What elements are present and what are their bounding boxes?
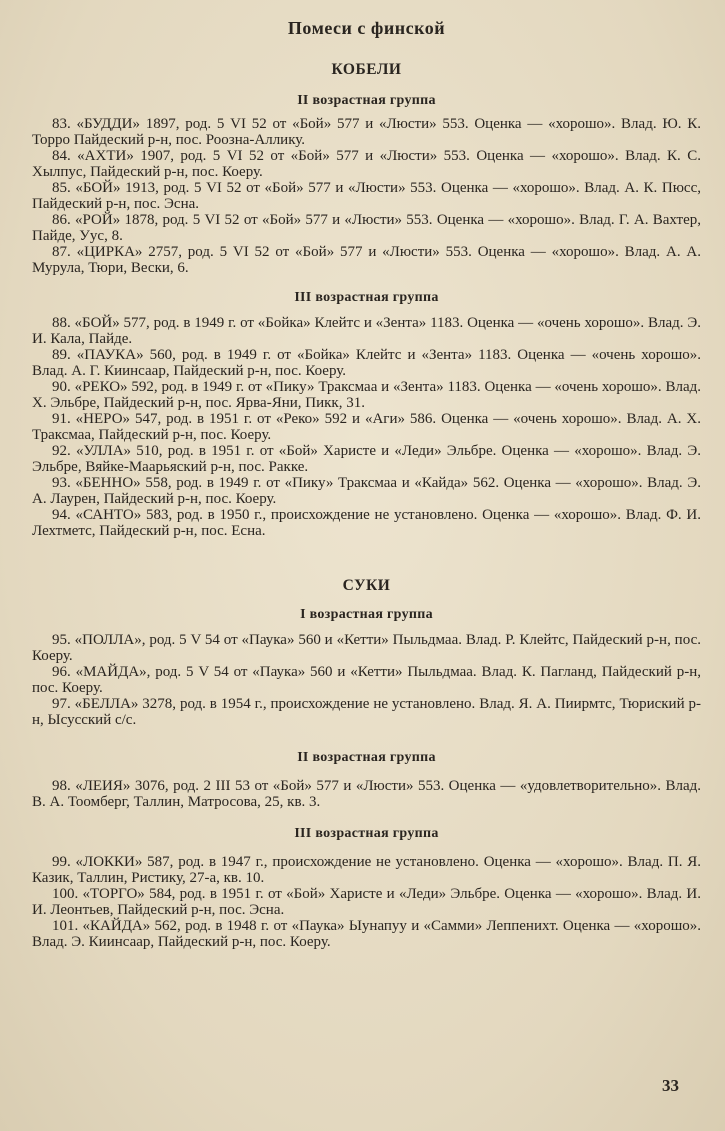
- group-heading-males-iii: III возрастная группа: [294, 290, 439, 305]
- list-item: 97. «БЕЛЛА» 3278, род. в 1954 г., происхождение не установлено. Влад. Я. А. Пиирмтс, Тюриский р-н, Ысусский с/с.: [32, 696, 701, 728]
- list-item: 87. «ЦИРКА» 2757, род. 5 VI 52 от «Бой» 577 и «Люсти» 553. Оценка — «хорошо». Влад. А. А. Мурула, Тюри, Вески, 6.: [32, 244, 701, 276]
- entries-females-ii: [32, 778, 701, 810]
- list-item: 83. «БУДДИ» 1897, род. 5 VI 52 от «Бой» 577 и «Люсти» 553. Оценка — «хорошо». Влад. Ю. К. Торро Пайдеский р-н, пос. Роозна-Аллику.: [32, 116, 701, 148]
- list-item: 92. «УЛЛА» 510, род. в 1951 г. от «Бой» Харисте и «Леди» Эльбре. Оценка — «хорошо». Влад. Э. Эльбре, Вяйке-Маарьяский р-н, пос. Ракке.: [32, 443, 701, 475]
- page-title: Помеси с финской: [287, 18, 446, 38]
- list-item: 94. «САНТО» 583, род. в 1950 г., происхождение не установлено. Оценка — «хорошо». Влад. Ф. И. Лехтметс, Пайдеский р-н, пос. Есна.: [32, 507, 701, 539]
- list-item: 101. «КАЙДА» 562, род. в 1948 г. от «Паука» Ыунапуу и «Самми» Леппениxт. Оценка — «хорошо». Влад. Э. Киинсаар, Пайдеский р-н, пос. Коеру.: [32, 918, 701, 950]
- list-item: 95. «ПОЛЛА», род. 5 V 54 от «Паука» 560 и «Кетти» Пыльдмаа. Влад. Р. Клейтс, Пайдеский р-н, пос. Коеру.: [32, 632, 701, 664]
- group-heading-males-ii: II возрастная группа: [297, 93, 436, 108]
- group-heading-females-i: I возрастная группа: [300, 607, 433, 622]
- list-item: 85. «БОЙ» 1913, род. 5 VI 52 от «Бой» 577 и «Люсти» 553. Оценка — «хорошо». Влад. А. К. Пюсс, Пайдеский р-н, пос. Эсна.: [32, 180, 701, 212]
- list-item: 89. «ПАУКА» 560, род. в 1949 г. от «Бойка» Клейтс и «Зента» 1183. Оценка — «очень хорошо». Влад. А. Г. Киинсаар, Пайдеский р-н, пос. Коеру.: [32, 347, 701, 379]
- group-heading-females-iii: III возрастная группа: [294, 826, 439, 841]
- entries-females-i: [32, 632, 701, 728]
- list-item: 88. «БОЙ» 577, род. в 1949 г. от «Бойка» Клейтс и «Зента» 1183. Оценка — «очень хорошо». Влад. Э. И. Кала, Пайде.: [32, 315, 701, 347]
- section-heading-females: СУКИ: [342, 577, 391, 594]
- page-number: 33: [662, 1076, 679, 1095]
- entries-females-iii: [32, 854, 701, 950]
- entries-males-ii: [32, 116, 701, 276]
- list-item: 98. «ЛЕИЯ» 3076, род. 2 III 53 от «Бой» 577 и «Люсти» 553. Оценка — «удовлетворительно». Влад. В. А. Тоомберг, Таллин, Матросова, 25, кв. 3.: [32, 778, 701, 810]
- list-item: 93. «БЕННО» 558, род. в 1949 г. от «Пику» Траксмаа и «Кайда» 562. Оценка — «хорошо». Влад. Э. А. Лаурен, Пайдеский р-н, пос. Коеру.: [32, 475, 701, 507]
- list-item: 99. «ЛОККИ» 587, род. в 1947 г., происхождение не установлено. Оценка — «хорошо». Влад. П. Я. Казик, Таллин, Ристику, 27-а, кв. 10.: [32, 854, 701, 886]
- list-item: 84. «АХТИ» 1907, род. 5 VI 52 от «Бой» 577 и «Люсти» 553. Оценка — «хорошо». Влад. К. С. Хылпус, Пайдеский р-н, пос. Коеру.: [32, 148, 701, 180]
- entries-males-iii: [32, 315, 701, 539]
- list-item: 100. «ТОРГО» 584, род. в 1951 г. от «Бой» Харисте и «Леди» Эльбре. Оценка — «хорошо». Влад. И. И. Леонтьев, Пайдеский р-н, пос. Эсна.: [32, 886, 701, 918]
- list-item: 90. «РЕКО» 592, род. в 1949 г. от «Пику» Траксмаа и «Зента» 1183. Оценка — «очень хорошо». Влад. Х. Эльбре, Пайдеский р-н, пос. Ярва-Яни, Пикк, 31.: [32, 379, 701, 411]
- list-item: 96. «МАЙДА», род. 5 V 54 от «Паука» 560 и «Кетти» Пыльдмаа. Влад. К. Пагланд, Пайдеский р-н, пос. Коеру.: [32, 664, 701, 696]
- group-heading-females-ii: II возрастная группа: [297, 750, 436, 765]
- list-item: 86. «РОЙ» 1878, род. 5 VI 52 от «Бой» 577 и «Люсти» 553. Оценка — «хорошо». Влад. Г. А. Вахтер, Пайде, Уус, 8.: [32, 212, 701, 244]
- section-heading-males: КОБЕЛИ: [331, 61, 402, 78]
- list-item: 91. «НЕРО» 547, род. в 1951 г. от «Реко» 592 и «Аги» 586. Оценка — «очень хорошо». Влад. А. Х. Траксмаа, Пайдеский р-н, пос. Коеру.: [32, 411, 701, 443]
